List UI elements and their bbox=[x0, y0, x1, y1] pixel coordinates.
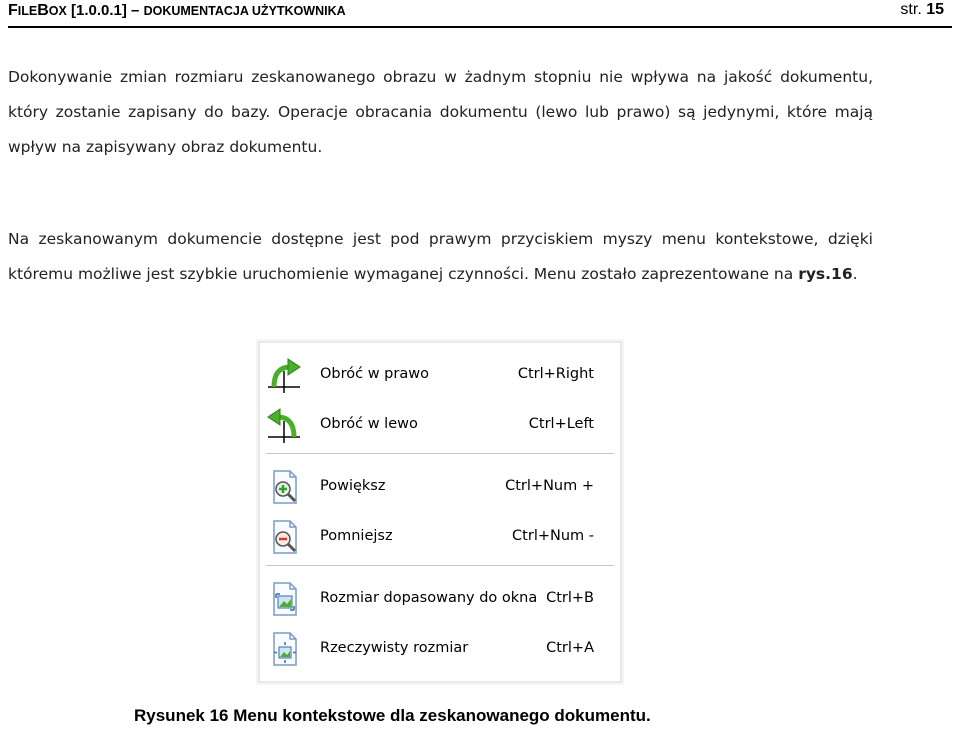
menu-separator bbox=[266, 565, 614, 566]
paragraph-context-menu-info: Na zeskanowanym dokumencie dostępne jest pod prawym przyciskiem myszy menu kontekstowe, dzięki któremu możliwe jest szybkie uruchomienie wymaganej czynności. Menu zostało zaprezentowane na rys.16. bbox=[8, 230, 873, 283]
menu-separator bbox=[266, 453, 614, 454]
rotate-right-icon bbox=[266, 357, 302, 393]
page-header bbox=[8, 0, 952, 28]
menu-item-label: Pomniejsz bbox=[320, 528, 393, 544]
menu-item-shortcut: Ctrl+Left bbox=[528, 416, 594, 432]
menu-item-shortcut: Ctrl+Right bbox=[517, 366, 594, 382]
menu-item-fit-to-window[interactable] bbox=[260, 577, 620, 621]
menu-item-actual-size[interactable] bbox=[260, 627, 620, 671]
menu-item-shortcut: Ctrl+B bbox=[546, 590, 594, 606]
menu-item-shortcut: Ctrl+Num + bbox=[505, 478, 594, 494]
menu-item-label: Obróć w prawo bbox=[320, 366, 429, 382]
actual-size-icon bbox=[266, 631, 302, 667]
menu-item-label: Obróć w lewo bbox=[320, 416, 418, 432]
menu-item-label: Powiększ bbox=[320, 478, 386, 494]
page-number: str. 15 bbox=[900, 1, 944, 18]
figure-caption: Rysunek 16 Menu kontekstowe dla zeskanowanego dokumentu. bbox=[134, 706, 651, 725]
menu-item-shortcut: Ctrl+A bbox=[546, 640, 594, 656]
menu-item-shortcut: Ctrl+Num - bbox=[512, 528, 594, 544]
menu-item-label: Rozmiar dopasowany do okna bbox=[320, 590, 538, 606]
menu-item-label: Rzeczywisty rozmiar bbox=[320, 640, 469, 656]
paragraph-resize-info: Dokonywanie zmian rozmiaru zeskanowanego obrazu w żadnym stopniu nie wpływa na jakość dokumentu, który zostanie zapisany do bazy. Operacje obracania dokumentu (lewo lub prawo) są jedynymi, które mają wpływ na zapisywany obraz dokumentu. bbox=[8, 68, 873, 156]
rotate-left-icon bbox=[266, 407, 302, 443]
menu-item-rotate-right[interactable] bbox=[260, 353, 620, 397]
menu-item-zoom-in[interactable] bbox=[260, 465, 620, 509]
fit-to-window-icon bbox=[266, 581, 302, 617]
menu-item-zoom-out[interactable] bbox=[260, 515, 620, 559]
document-title: FILEBOX [1.0.0.1] – DOKUMENTACJA UŻYTKOWNIKA bbox=[8, 2, 346, 19]
menu-item-rotate-left[interactable] bbox=[260, 403, 620, 447]
zoom-out-icon bbox=[266, 519, 302, 555]
zoom-in-icon bbox=[266, 469, 302, 505]
context-menu-screenshot bbox=[260, 343, 620, 681]
